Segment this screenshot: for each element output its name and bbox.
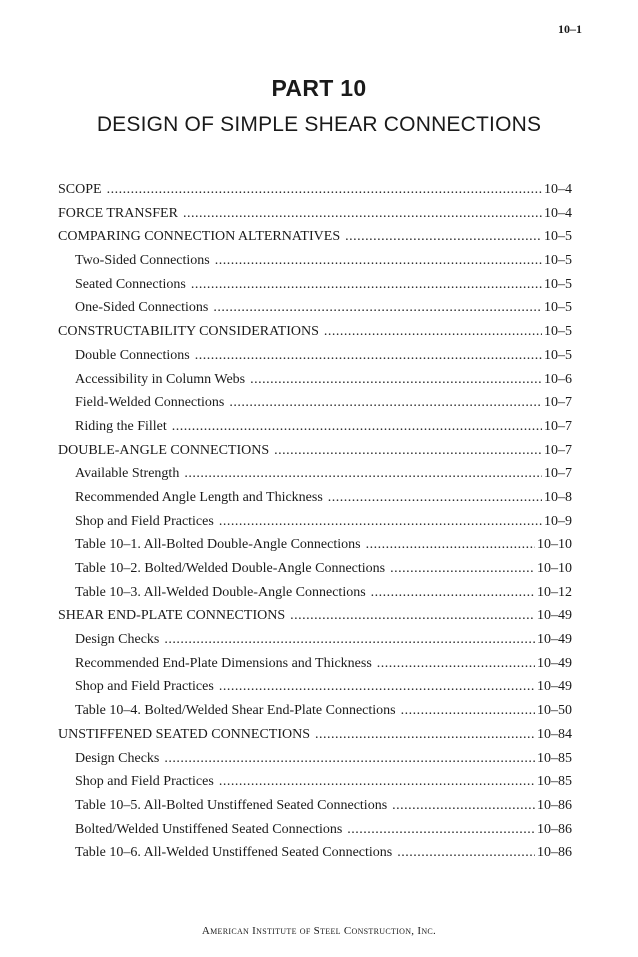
toc-entry-label: Seated Connections: [75, 276, 186, 292]
toc-dot-leader: [274, 443, 542, 459]
toc-dot-leader: [219, 679, 535, 695]
toc-entry-label: Bolted/Welded Unstiffened Seated Connections: [75, 821, 343, 837]
toc-dot-leader: [184, 466, 542, 482]
toc-dot-leader: [401, 703, 535, 719]
toc-entry-label: COMPARING CONNECTION ALTERNATIVES: [58, 229, 341, 245]
toc-entry[interactable]: [58, 608, 572, 632]
toc-entry-label: Table 10–3. All-Welded Double-Angle Connections: [75, 584, 366, 600]
toc-entry-page: 10–5: [544, 276, 572, 292]
toc-entry-label: Field-Welded Connections: [75, 395, 225, 411]
toc-entry-label: FORCE TRANSFER: [58, 205, 178, 221]
toc-entry-label: Table 10–4. Bolted/Welded Shear End-Plate Connections: [75, 703, 396, 719]
toc-entry[interactable]: [58, 537, 572, 561]
toc-entry[interactable]: [58, 703, 572, 727]
toc-entry[interactable]: [58, 277, 572, 301]
toc-entry[interactable]: [58, 324, 572, 348]
toc-entry-page: 10–4: [544, 205, 572, 221]
toc-dot-leader: [366, 537, 535, 553]
toc-entry-page: 10–85: [537, 750, 572, 766]
toc-entry-page: 10–5: [544, 347, 572, 363]
toc-entry[interactable]: [58, 656, 572, 680]
toc-entry-page: 10–85: [537, 774, 572, 790]
toc-entry[interactable]: [58, 514, 572, 538]
toc-dot-leader: [371, 585, 535, 601]
toc-entry-page: 10–8: [544, 489, 572, 505]
toc-entry-label: Table 10–1. All-Bolted Double-Angle Connections: [75, 537, 361, 553]
toc-entry-label: Shop and Field Practices: [75, 774, 214, 790]
toc-entry[interactable]: [58, 561, 572, 585]
toc-entry[interactable]: [58, 774, 572, 798]
toc-dot-leader: [397, 845, 535, 861]
toc-entry[interactable]: [58, 679, 572, 703]
toc-entry[interactable]: [58, 229, 572, 253]
toc-entry[interactable]: [58, 419, 572, 443]
toc-entry-label: Shop and Field Practices: [75, 513, 214, 529]
toc-entry-label: Design Checks: [75, 750, 160, 766]
toc-entry-page: 10–6: [544, 371, 572, 387]
toc-entry-label: Design Checks: [75, 632, 160, 648]
toc-entry-page: 10–49: [537, 632, 572, 648]
toc-dot-leader: [219, 514, 542, 530]
toc-entry[interactable]: [58, 443, 572, 467]
toc-entry-page: 10–9: [544, 513, 572, 529]
toc-entry-label: Recommended End-Plate Dimensions and Thickness: [75, 655, 372, 671]
toc-entry-page: 10–86: [537, 845, 572, 861]
toc-entry-label: Double Connections: [75, 347, 190, 363]
toc-entry[interactable]: [58, 490, 572, 514]
toc-entry-page: 10–86: [537, 797, 572, 813]
toc-dot-leader: [328, 490, 542, 506]
toc-entry-page: 10–86: [537, 821, 572, 837]
toc-entry-label: Recommended Angle Length and Thickness: [75, 489, 323, 505]
toc-entry-label: Table 10–5. All-Bolted Unstiffened Seated Connections: [75, 797, 388, 813]
toc-dot-leader: [315, 727, 535, 743]
toc-entry-label: Available Strength: [75, 466, 180, 482]
toc-dot-leader: [172, 419, 542, 435]
toc-entry-page: 10–49: [537, 679, 572, 695]
publisher-footer: American Institute of Steel Construction, Inc.: [201, 925, 437, 937]
toc-entry-label: DOUBLE-ANGLE CONNECTIONS: [58, 442, 270, 458]
toc-entry-page: 10–50: [537, 703, 572, 719]
toc-entry[interactable]: [58, 348, 572, 372]
toc-entry-page: 10–7: [544, 442, 572, 458]
toc-entry[interactable]: [58, 182, 572, 206]
toc-entry[interactable]: [58, 253, 572, 277]
toc-entry[interactable]: [58, 300, 572, 324]
toc-entry[interactable]: [58, 798, 572, 822]
toc-entry-page: 10–5: [544, 229, 572, 245]
toc-entry-label: One-Sided Connections: [75, 300, 209, 316]
toc-entry-page: 10–5: [544, 253, 572, 269]
toc-entry-page: 10–84: [537, 726, 572, 742]
toc-entry-label: Shop and Field Practices: [75, 679, 214, 695]
toc-dot-leader: [392, 798, 535, 814]
table-of-contents: [58, 182, 572, 869]
toc-dot-leader: [347, 822, 535, 838]
page-number: 10–1: [558, 22, 582, 36]
toc-entry-label: CONSTRUCTABILITY CONSIDERATIONS: [58, 324, 319, 340]
toc-entry-page: 10–49: [537, 655, 572, 671]
toc-dot-leader: [250, 372, 542, 388]
toc-entry-page: 10–5: [544, 300, 572, 316]
toc-entry[interactable]: [58, 466, 572, 490]
toc-entry-page: 10–5: [544, 324, 572, 340]
toc-entry-page: 10–49: [537, 608, 572, 624]
toc-entry-label: Riding the Fillet: [75, 418, 167, 434]
toc-dot-leader: [229, 395, 542, 411]
toc-entry-label: SCOPE: [58, 182, 102, 197]
toc-dot-leader: [213, 300, 542, 316]
toc-entry-page: 10–7: [544, 395, 572, 411]
toc-entry-label: Two-Sided Connections: [75, 253, 210, 269]
toc-dot-leader: [345, 229, 542, 245]
toc-dot-leader: [390, 561, 535, 577]
toc-entry[interactable]: [58, 585, 572, 609]
toc-dot-leader: [191, 277, 542, 293]
toc-entry[interactable]: [58, 395, 572, 419]
toc-entry[interactable]: [58, 206, 572, 230]
toc-entry[interactable]: [58, 727, 572, 751]
toc-entry-page: 10–7: [544, 466, 572, 482]
toc-dot-leader: [195, 348, 542, 364]
toc-dot-leader: [324, 324, 542, 340]
toc-entry-label: Accessibility in Column Webs: [75, 371, 246, 387]
toc-entry-page: 10–7: [544, 418, 572, 434]
part-title: PART 10: [271, 75, 367, 101]
toc-dot-leader: [164, 632, 535, 648]
toc-dot-leader: [219, 774, 535, 790]
chapter-title: DESIGN OF SIMPLE SHEAR CONNECTIONS: [96, 113, 542, 136]
toc-entry-page: 10–10: [537, 537, 572, 553]
toc-entry-label: Table 10–6. All-Welded Unstiffened Seated Connections: [75, 845, 393, 861]
toc-dot-leader: [183, 206, 542, 222]
toc-entry-label: SHEAR END-PLATE CONNECTIONS: [58, 608, 286, 624]
toc-dot-leader: [290, 608, 535, 624]
toc-entry-label: Table 10–2. Bolted/Welded Double-Angle Connections: [75, 561, 386, 576]
toc-dot-leader: [377, 656, 535, 672]
toc-entry[interactable]: [58, 632, 572, 656]
toc-entry[interactable]: [58, 372, 572, 396]
toc-entry-label: UNSTIFFENED SEATED CONNECTIONS: [58, 726, 311, 742]
toc-dot-leader: [164, 751, 535, 767]
toc-dot-leader: [215, 253, 542, 269]
toc-entry-page: 10–10: [537, 561, 572, 576]
toc-dot-leader: [107, 182, 542, 198]
toc-entry[interactable]: [58, 751, 572, 775]
toc-entry[interactable]: [58, 822, 572, 846]
toc-entry-page: 10–4: [544, 182, 572, 197]
toc-entry-page: 10–12: [537, 584, 572, 600]
toc-entry[interactable]: [58, 845, 572, 869]
